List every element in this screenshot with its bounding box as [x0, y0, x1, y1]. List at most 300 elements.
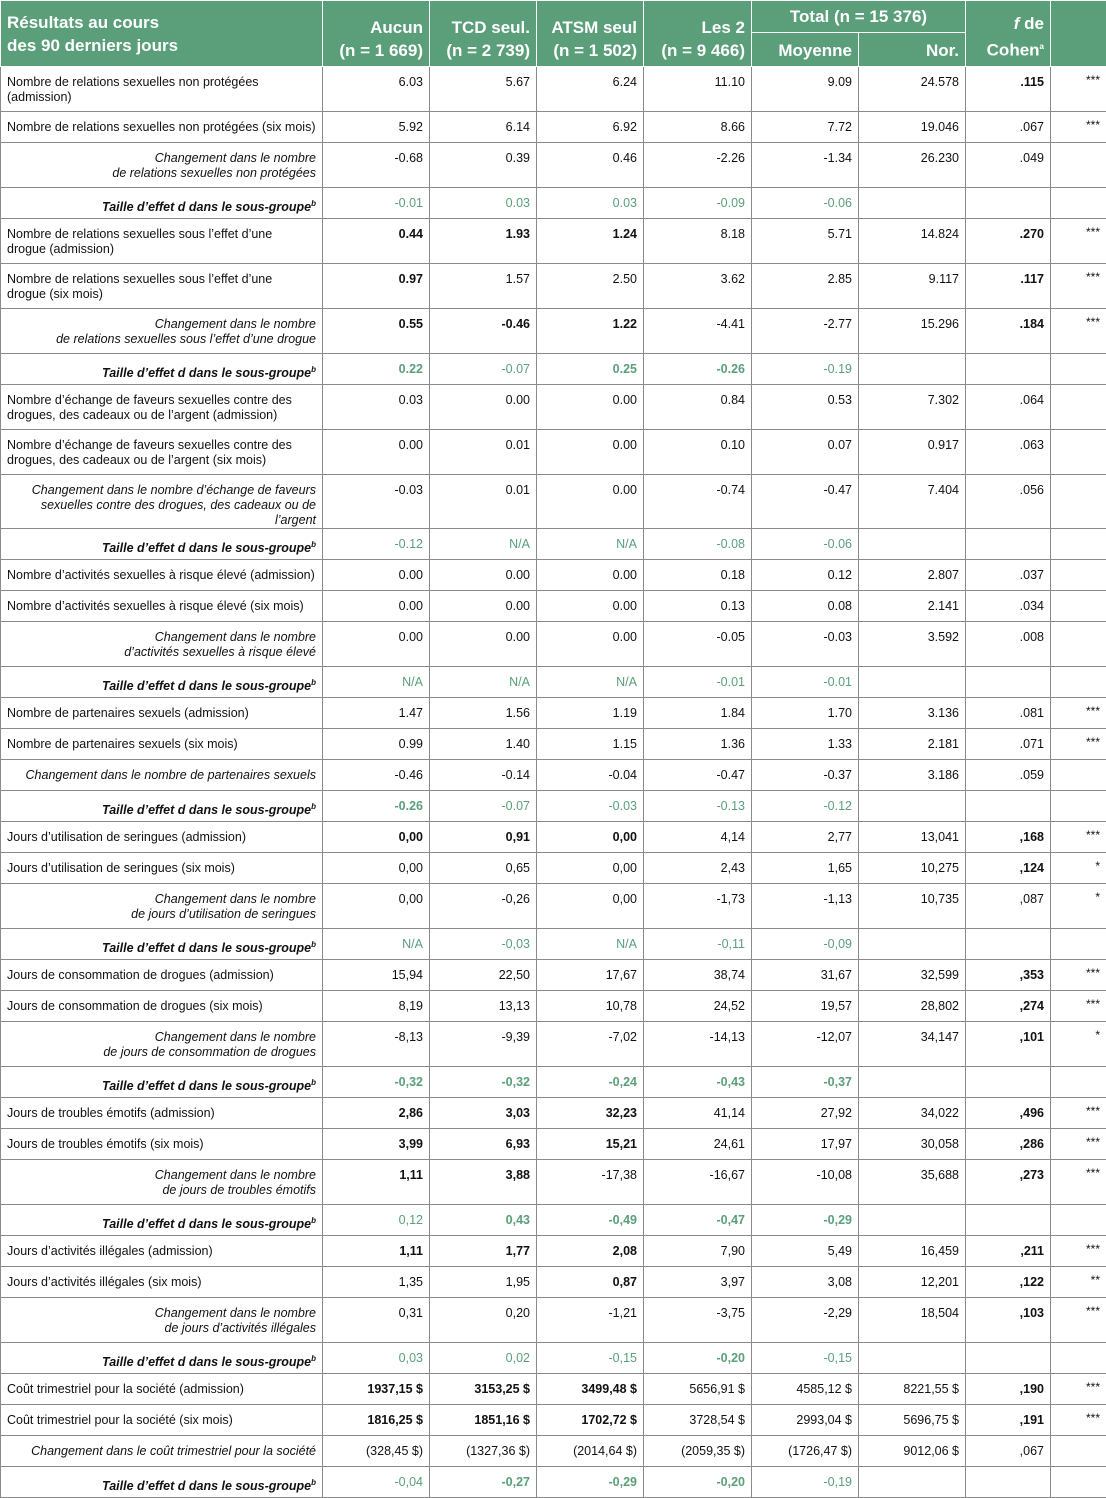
cell-value: -0,29	[537, 1467, 644, 1498]
change-row	[1, 622, 1106, 667]
row-label: Nombre de relations sexuelles non protégées (six mois)	[1, 112, 323, 143]
cell-value: (2014,64 $)	[537, 1436, 644, 1467]
cell-value: -0,03	[430, 929, 537, 960]
cell-value: -0,15	[537, 1343, 644, 1374]
cell-value: 0,00	[537, 884, 644, 929]
significance-marker	[1051, 430, 1106, 475]
cell-value: 0.84	[644, 385, 752, 430]
cell-value: 1.56	[430, 698, 537, 729]
significance-marker: ***	[1051, 1098, 1106, 1129]
cell-value: .270	[966, 219, 1051, 264]
cell-value: -0,19	[752, 1467, 859, 1498]
change-row	[1, 475, 1106, 529]
cell-value: 3,08	[752, 1267, 859, 1298]
effect-size-row	[1, 1067, 1106, 1098]
cell-value: 1.70	[752, 698, 859, 729]
header-total: Total (n = 15 376)	[752, 1, 966, 33]
cell-value: ,496	[966, 1098, 1051, 1129]
effect-size-row	[1, 1205, 1106, 1236]
row-label: Nombre de relations sexuelles non protégées (admission)	[1, 67, 323, 112]
change-row	[1, 1436, 1106, 1467]
cell-value: 0.01	[430, 475, 537, 529]
cell-value: 1937,15 $	[323, 1374, 430, 1405]
row-label: Taille d’effet d dans le sous-groupe$^b$	[1, 791, 323, 822]
change-row	[1, 1298, 1106, 1343]
cell-value: .059	[966, 760, 1051, 791]
cell-value: 24,61	[644, 1129, 752, 1160]
cell-value: 1.19	[537, 698, 644, 729]
row-label: Taille d’effet d dans le sous-groupe$^b$	[1, 529, 323, 560]
cell-value: 0.97	[323, 264, 430, 309]
cell-value: 0.00	[430, 591, 537, 622]
cell-value: (2059,35 $)	[644, 1436, 752, 1467]
cell-value: 0.18	[644, 560, 752, 591]
significance-marker: ***	[1051, 1405, 1106, 1436]
table-row	[1, 1236, 1106, 1267]
cell-value: 2,08	[537, 1236, 644, 1267]
cell-value: -0,20	[644, 1467, 752, 1498]
row-label: Nombre d’échange de faveurs sexuelles contre des drogues, des cadeaux ou de l’argent (admission)	[1, 385, 323, 430]
cell-value: 16,459	[859, 1236, 966, 1267]
cell-value: 0.12	[752, 560, 859, 591]
cell-value: N/A	[537, 667, 644, 698]
cell-value: 5.92	[323, 112, 430, 143]
row-label: Nombre d’activités sexuelles à risque élevé (six mois)	[1, 591, 323, 622]
cell-value: -0.08	[644, 529, 752, 560]
cell-value	[966, 667, 1051, 698]
table-row	[1, 991, 1106, 1022]
row-label: Jours d’activités illégales (six mois)	[1, 1267, 323, 1298]
cell-value: 1.33	[752, 729, 859, 760]
significance-marker: **	[1051, 1267, 1106, 1298]
cell-value: 1.36	[644, 729, 752, 760]
cell-value: 0,65	[430, 853, 537, 884]
row-label: Taille d’effet d dans le sous-groupe$^b$	[1, 1205, 323, 1236]
significance-marker: ***	[1051, 309, 1106, 354]
cell-value: -4.41	[644, 309, 752, 354]
header-aucun: Aucun (n = 1 669)	[323, 1, 430, 67]
cell-value: -0,32	[323, 1067, 430, 1098]
row-label: Taille d’effet d dans le sous-groupe$^b$	[1, 929, 323, 960]
row-label: Nombre de relations sexuelles sous l’effet d’une drogue (admission)	[1, 219, 323, 264]
row-label: Changement dans le nombre de relations sexuelles sous l’effet d’une drogue	[1, 309, 323, 354]
cell-value: 1,65	[752, 853, 859, 884]
cell-value	[859, 354, 966, 385]
cell-value: .063	[966, 430, 1051, 475]
significance-marker: ***	[1051, 698, 1106, 729]
cell-value: -1,13	[752, 884, 859, 929]
cell-value: 0.53	[752, 385, 859, 430]
cell-value: 2.85	[752, 264, 859, 309]
cell-value: 32,23	[537, 1098, 644, 1129]
row-label: Jours de troubles émotifs (admission)	[1, 1098, 323, 1129]
cell-value: 7.72	[752, 112, 859, 143]
cell-value: 3499,48 $	[537, 1374, 644, 1405]
row-label: Taille d’effet d dans le sous-groupe$^b$	[1, 1343, 323, 1374]
table-row	[1, 264, 1106, 309]
row-label: Jours de troubles émotifs (six mois)	[1, 1129, 323, 1160]
cell-value: 1.57	[430, 264, 537, 309]
effect-size-row	[1, 188, 1106, 219]
cell-value: -0.01	[752, 667, 859, 698]
cell-value: -0,24	[537, 1067, 644, 1098]
row-label: Nombre d’activités sexuelles à risque élevé (admission)	[1, 560, 323, 591]
cell-value: 5,49	[752, 1236, 859, 1267]
table-row	[1, 698, 1106, 729]
cell-value: .115	[966, 67, 1051, 112]
cell-value: 0,31	[323, 1298, 430, 1343]
effect-size-row	[1, 1467, 1106, 1498]
cell-value: -0,29	[752, 1205, 859, 1236]
cell-value: 24,52	[644, 991, 752, 1022]
cell-value: N/A	[430, 529, 537, 560]
row-label: Taille d’effet d dans le sous-groupe$^b$	[1, 1467, 323, 1498]
cell-value: 13,13	[430, 991, 537, 1022]
cell-value: 7.302	[859, 385, 966, 430]
cell-value: 35,688	[859, 1160, 966, 1205]
cell-value: 12,201	[859, 1267, 966, 1298]
cell-value: 2,77	[752, 822, 859, 853]
cell-value: 0.03	[323, 385, 430, 430]
table-row	[1, 1129, 1106, 1160]
cell-value	[859, 188, 966, 219]
cell-value: .064	[966, 385, 1051, 430]
cell-value: 28,802	[859, 991, 966, 1022]
cell-value: 1,95	[430, 1267, 537, 1298]
significance-marker: *	[1051, 853, 1106, 884]
cell-value: -12,07	[752, 1022, 859, 1067]
cell-value: -0.74	[644, 475, 752, 529]
cell-value: 0.01	[430, 430, 537, 475]
significance-marker	[1051, 622, 1106, 667]
cell-value: (1726,47 $)	[752, 1436, 859, 1467]
table-row	[1, 1405, 1106, 1436]
cell-value: 3728,54 $	[644, 1405, 752, 1436]
row-label: Changement dans le nombre de jours d’activités illégales	[1, 1298, 323, 1343]
cell-value: 6,93	[430, 1129, 537, 1160]
table-row	[1, 853, 1106, 884]
cell-value	[966, 1467, 1051, 1498]
cell-value: -0.37	[752, 760, 859, 791]
cell-value: 0.10	[644, 430, 752, 475]
cell-value: -2.77	[752, 309, 859, 354]
cell-value: 1.22	[537, 309, 644, 354]
cell-value: 5.67	[430, 67, 537, 112]
cell-value: 15.296	[859, 309, 966, 354]
cell-value: 32,599	[859, 960, 966, 991]
cell-value	[859, 929, 966, 960]
table-row	[1, 960, 1106, 991]
change-row	[1, 1160, 1106, 1205]
significance-marker: ***	[1051, 822, 1106, 853]
row-label: Jours de consommation de drogues (six mois)	[1, 991, 323, 1022]
row-label: Changement dans le nombre de partenaires sexuels	[1, 760, 323, 791]
cell-value: 3,88	[430, 1160, 537, 1205]
row-label: Jours d’utilisation de seringues (admission)	[1, 822, 323, 853]
cell-value	[966, 1067, 1051, 1098]
significance-marker: ***	[1051, 67, 1106, 112]
cell-value: ,273	[966, 1160, 1051, 1205]
significance-marker	[1051, 1205, 1106, 1236]
cell-value: -10,08	[752, 1160, 859, 1205]
cell-value: 3,99	[323, 1129, 430, 1160]
row-label: Jours de consommation de drogues (admission)	[1, 960, 323, 991]
header-tcd: TCD seul. (n = 2 739)	[430, 1, 537, 67]
cell-value: N/A	[537, 929, 644, 960]
cell-value	[859, 1467, 966, 1498]
cell-value: 31,67	[752, 960, 859, 991]
cell-value: 1,11	[323, 1236, 430, 1267]
cell-value: .034	[966, 591, 1051, 622]
cell-value: 9012,06 $	[859, 1436, 966, 1467]
cell-value: 0,00	[537, 853, 644, 884]
effect-size-row	[1, 529, 1106, 560]
cell-value: -14,13	[644, 1022, 752, 1067]
cell-value: 1.40	[430, 729, 537, 760]
cell-value: 10,78	[537, 991, 644, 1022]
cell-value: -0.46	[323, 760, 430, 791]
cell-value: -0.03	[537, 791, 644, 822]
cell-value: 0.917	[859, 430, 966, 475]
cell-value: 2.181	[859, 729, 966, 760]
cell-value: 3.186	[859, 760, 966, 791]
cell-value: 0.00	[537, 560, 644, 591]
cell-value: ,168	[966, 822, 1051, 853]
cell-value: 0,20	[430, 1298, 537, 1343]
cell-value: 1.15	[537, 729, 644, 760]
table-row	[1, 67, 1106, 112]
cell-value: -0,15	[752, 1343, 859, 1374]
row-label: Changement dans le nombre d’échange de faveurs sexuelles contre des drogues, des cadeaux ou de l’argent	[1, 475, 323, 529]
cell-value: -0.01	[644, 667, 752, 698]
cell-value: 15,94	[323, 960, 430, 991]
significance-marker	[1051, 529, 1106, 560]
significance-marker	[1051, 475, 1106, 529]
cell-value: N/A	[537, 529, 644, 560]
table-header	[1, 1, 1106, 67]
cell-value: 3.136	[859, 698, 966, 729]
cell-value: .067	[966, 112, 1051, 143]
cell-value: (1327,36 $)	[430, 1436, 537, 1467]
row-label: Nombre d’échange de faveurs sexuelles contre des drogues, des cadeaux ou de l’argent (six mois)	[1, 430, 323, 475]
significance-marker	[1051, 385, 1106, 430]
row-label: Taille d’effet d dans le sous-groupe$^b$	[1, 188, 323, 219]
cell-value: 1.84	[644, 698, 752, 729]
cell-value: -0.19	[752, 354, 859, 385]
row-label: Coût trimestriel pour la société (six mois)	[1, 1405, 323, 1436]
cell-value: -0.06	[752, 529, 859, 560]
header-les2: Les 2 (n = 9 466)	[644, 1, 752, 67]
cell-value: ,211	[966, 1236, 1051, 1267]
row-label: Changement dans le nombre d’activités sexuelles à risque élevé	[1, 622, 323, 667]
cell-value: 8.18	[644, 219, 752, 264]
cell-value: -17,38	[537, 1160, 644, 1205]
cell-value: -0,20	[644, 1343, 752, 1374]
cell-value: 0.39	[430, 143, 537, 188]
row-label: Nombre de relations sexuelles sous l’effet d’une drogue (six mois)	[1, 264, 323, 309]
significance-marker: ***	[1051, 1374, 1106, 1405]
effect-size-row	[1, 354, 1106, 385]
row-label: Jours d’utilisation de seringues (six mois)	[1, 853, 323, 884]
cell-value: .081	[966, 698, 1051, 729]
cell-value: -0.06	[752, 188, 859, 219]
cell-value: .071	[966, 729, 1051, 760]
significance-marker	[1051, 143, 1106, 188]
change-row	[1, 1022, 1106, 1067]
table-row	[1, 385, 1106, 430]
cell-value: 34,147	[859, 1022, 966, 1067]
cell-value: 5696,75 $	[859, 1405, 966, 1436]
cell-value: 0,00	[323, 822, 430, 853]
cell-value	[859, 529, 966, 560]
cell-value: 0.99	[323, 729, 430, 760]
cell-value: 22,50	[430, 960, 537, 991]
significance-marker: ***	[1051, 991, 1106, 1022]
table-row	[1, 1267, 1106, 1298]
cell-value: -0.47	[644, 760, 752, 791]
cell-value: 15,21	[537, 1129, 644, 1160]
row-label: Coût trimestriel pour la société (admission)	[1, 1374, 323, 1405]
cell-value: 10,735	[859, 884, 966, 929]
significance-marker	[1051, 667, 1106, 698]
cell-value: -0,49	[537, 1205, 644, 1236]
cell-value: (328,45 $)	[323, 1436, 430, 1467]
cell-value: ,191	[966, 1405, 1051, 1436]
cell-value: -0.12	[752, 791, 859, 822]
header-significance	[1051, 1, 1106, 67]
significance-marker	[1051, 791, 1106, 822]
cell-value: 2.807	[859, 560, 966, 591]
cell-value: -0.47	[752, 475, 859, 529]
cell-value: 2,43	[644, 853, 752, 884]
cell-value: 0.00	[323, 622, 430, 667]
cell-value: -0,43	[644, 1067, 752, 1098]
cell-value: ,353	[966, 960, 1051, 991]
cell-value: 2.50	[537, 264, 644, 309]
effect-size-row	[1, 791, 1106, 822]
cell-value	[859, 791, 966, 822]
significance-marker	[1051, 354, 1106, 385]
cell-value: -0.26	[644, 354, 752, 385]
cell-value: 3.592	[859, 622, 966, 667]
cell-value: 3153,25 $	[430, 1374, 537, 1405]
cell-value: -0.04	[537, 760, 644, 791]
change-row	[1, 884, 1106, 929]
table-row	[1, 219, 1106, 264]
significance-marker: ***	[1051, 1129, 1106, 1160]
cell-value: -0.03	[752, 622, 859, 667]
cell-value: ,122	[966, 1267, 1051, 1298]
significance-marker	[1051, 591, 1106, 622]
cell-value: 27,92	[752, 1098, 859, 1129]
cell-value: -0.14	[430, 760, 537, 791]
cell-value: -0,47	[644, 1205, 752, 1236]
cell-value: 1.47	[323, 698, 430, 729]
cell-value: 4585,12 $	[752, 1374, 859, 1405]
table-row	[1, 112, 1106, 143]
cell-value: .184	[966, 309, 1051, 354]
row-label: Jours d’activités illégales (admission)	[1, 1236, 323, 1267]
cell-value	[966, 188, 1051, 219]
cell-value: 1.93	[430, 219, 537, 264]
cell-value: 0.00	[537, 591, 644, 622]
cell-value: 17,67	[537, 960, 644, 991]
cell-value: -0.26	[323, 791, 430, 822]
significance-marker	[1051, 1067, 1106, 1098]
cell-value	[859, 667, 966, 698]
cell-value: -1,21	[537, 1298, 644, 1343]
cell-value: -0.13	[644, 791, 752, 822]
cell-value: 1,11	[323, 1160, 430, 1205]
table-row	[1, 560, 1106, 591]
change-row	[1, 143, 1106, 188]
cell-value: 19,57	[752, 991, 859, 1022]
cell-value: 8.66	[644, 112, 752, 143]
cell-value: -0.07	[430, 791, 537, 822]
cell-value: 0.00	[537, 430, 644, 475]
cell-value: 0.03	[430, 188, 537, 219]
cell-value: -0.03	[323, 475, 430, 529]
table-row	[1, 591, 1106, 622]
cell-value: -0.12	[323, 529, 430, 560]
cell-value: -2,29	[752, 1298, 859, 1343]
cell-value: 0.00	[323, 591, 430, 622]
row-label: Changement dans le nombre de jours de consommation de drogues	[1, 1022, 323, 1067]
cell-value	[966, 1343, 1051, 1374]
cell-value: -1.34	[752, 143, 859, 188]
cell-value: ,286	[966, 1129, 1051, 1160]
cell-value: -0.46	[430, 309, 537, 354]
cell-value: 41,14	[644, 1098, 752, 1129]
cell-value: -0.09	[644, 188, 752, 219]
cell-value: 30,058	[859, 1129, 966, 1160]
cell-value: 0,02	[430, 1343, 537, 1374]
cell-value: -9,39	[430, 1022, 537, 1067]
effect-size-row	[1, 929, 1106, 960]
table-row	[1, 1374, 1106, 1405]
table-body	[1, 67, 1106, 1498]
cell-value: 0.08	[752, 591, 859, 622]
cell-value: -1,73	[644, 884, 752, 929]
significance-marker	[1051, 1467, 1106, 1498]
cell-value: 0.00	[430, 385, 537, 430]
cell-value: 1.24	[537, 219, 644, 264]
cell-value: ,274	[966, 991, 1051, 1022]
cell-value: -0.05	[644, 622, 752, 667]
cell-value: 9.117	[859, 264, 966, 309]
cell-value: 0,00	[537, 822, 644, 853]
cell-value	[966, 354, 1051, 385]
cell-value: 0,43	[430, 1205, 537, 1236]
cell-value: 17,97	[752, 1129, 859, 1160]
row-label: Changement dans le nombre de jours de troubles émotifs	[1, 1160, 323, 1205]
significance-marker	[1051, 1436, 1106, 1467]
effect-size-row	[1, 667, 1106, 698]
header-cohen: f de Cohen$^a$	[966, 1, 1051, 67]
cell-value: N/A	[430, 667, 537, 698]
cell-value: .037	[966, 560, 1051, 591]
cell-value: ,124	[966, 853, 1051, 884]
cell-value: 2.141	[859, 591, 966, 622]
cell-value: 18,504	[859, 1298, 966, 1343]
cell-value: 2,86	[323, 1098, 430, 1129]
header-atsm: ATSM seul (n = 1 502)	[537, 1, 644, 67]
cell-value: -0,26	[430, 884, 537, 929]
change-row	[1, 309, 1106, 354]
cell-value: 3.62	[644, 264, 752, 309]
significance-marker: ***	[1051, 264, 1106, 309]
cell-value: 3,03	[430, 1098, 537, 1129]
